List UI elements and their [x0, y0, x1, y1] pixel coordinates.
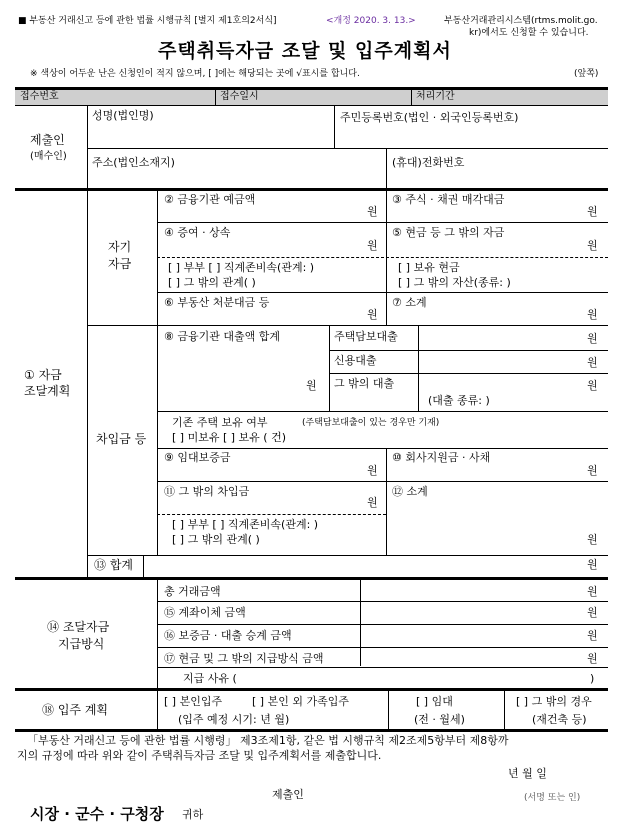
own-funds-label-2: 자금 — [108, 257, 132, 271]
house-ownership-label: 기존 주택 보유 여부 — [172, 416, 268, 429]
id-number-field[interactable]: 주민등록번호(법인 · 외국인등록번호) — [340, 111, 519, 124]
unit-won: 원 — [367, 239, 378, 252]
self-occupancy-checkbox[interactable]: [ ] 본인입주 — [164, 695, 223, 708]
total-label: ⑬ 합계 — [94, 558, 133, 572]
system-note: 부동산거래관리시스템(rtms.molit.go. — [444, 16, 598, 26]
cash-other-payment-field[interactable]: ⑰ 현금 및 그 밖의 지급방식 금액 — [164, 652, 324, 665]
sign-note: (서명 또는 인) — [524, 793, 581, 803]
receipt-number: 접수번호 — [20, 91, 59, 102]
date-line[interactable]: 년 월 일 — [508, 767, 547, 780]
funding-plan-label-2: 조달계획 — [24, 384, 71, 398]
stocks-field[interactable]: ③ 주식 · 채권 매각대금 — [392, 193, 505, 206]
submitter-sign-label: 제출인 — [272, 788, 304, 801]
payment-reason-close: ) — [590, 672, 595, 685]
gift-relation-checkbox[interactable]: [ ] 부부 [ ] 직계존비속(관계: ) — [168, 261, 315, 274]
legal-reference: ■ 부동산 거래신고 등에 관한 법률 시행규칙 [별지 제1호의2서식] — [18, 16, 277, 26]
unit-won: 원 — [587, 356, 598, 369]
unit-won: 원 — [587, 205, 598, 218]
loan-type-field[interactable]: (대출 종류: ) — [428, 394, 490, 407]
other-occupancy-checkbox[interactable]: [ ] 그 밖의 경우 — [516, 695, 592, 708]
house-ownership-checkbox[interactable]: [ ] 미보유 [ ] 보유 ( 건) — [172, 431, 286, 444]
unit-won: 원 — [306, 379, 317, 392]
unit-won: 원 — [587, 629, 598, 642]
revision-date: <개정 2020. 3. 13.> — [326, 16, 416, 26]
unit-won: 원 — [367, 496, 378, 509]
lease-deposit-field[interactable]: ⑨ 임대보증금 — [164, 451, 231, 464]
credit-loan-field[interactable]: 신용대출 — [334, 354, 377, 367]
declaration-text: 「부동산 거래신고 등에 관한 법률 시행령」 제3조제1항, 같은 법 시행규칙 제2조제5항부터 제8항까 — [27, 734, 509, 747]
lease-checkbox[interactable]: [ ] 임대 — [416, 695, 453, 708]
receipt-date: 접수일시 — [220, 91, 259, 102]
payment-method-label: ⑭ 조달자금 — [47, 620, 110, 634]
name-field[interactable]: 성명(법인명) — [92, 109, 154, 122]
funding-plan-label: ① 자금 — [24, 368, 62, 382]
other-loan-field[interactable]: 그 밖의 대출 — [334, 377, 395, 390]
own-subtotal-field[interactable]: ⑦ 소계 — [392, 296, 427, 309]
total-transaction-field[interactable]: 총 거래금액 — [164, 585, 221, 598]
gift-other-relation-checkbox[interactable]: [ ] 그 밖의 관계( ) — [168, 276, 256, 289]
recipient-suffix: 귀하 — [182, 808, 204, 821]
borrow-relation-checkbox[interactable]: [ ] 부부 [ ] 직계존비속(관계: ) — [172, 518, 319, 531]
company-support-field[interactable]: ⑩ 회사지원금 · 사채 — [392, 451, 491, 464]
other-borrowing-field[interactable]: ⑪ 그 밖의 차입금 — [164, 485, 250, 498]
occupancy-plan-label: ⑱ 입주 계획 — [42, 703, 108, 717]
unit-won: 원 — [367, 308, 378, 321]
borrow-other-relation-checkbox[interactable]: [ ] 그 밖의 관계( ) — [172, 533, 260, 546]
family-occupancy-checkbox[interactable]: [ ] 본인 외 가족입주 — [252, 695, 349, 708]
real-estate-field[interactable]: ⑥ 부동산 처분대금 등 — [164, 296, 270, 309]
address-field[interactable]: 주소(법인소재지) — [92, 156, 175, 169]
phone-field[interactable]: (휴대)전화번호 — [392, 156, 465, 169]
planned-move-in-field[interactable]: (입주 예정 시기: 년 월) — [178, 713, 290, 726]
unit-won: 원 — [587, 652, 598, 665]
payment-reason-field[interactable]: 지급 사유 ( — [183, 672, 237, 685]
cash-held-checkbox[interactable]: [ ] 보유 현금 — [398, 261, 460, 274]
lease-sub: (전 · 월세) — [414, 713, 465, 726]
unit-won: 원 — [587, 533, 598, 546]
other-occupancy-sub: (재건축 등) — [532, 713, 587, 726]
page-side: (앞쪽) — [574, 69, 599, 79]
mortgage-field[interactable]: 주택담보대출 — [334, 330, 398, 343]
submitter-sub: (매수인) — [30, 151, 67, 162]
unit-won: 원 — [367, 205, 378, 218]
unit-won: 원 — [587, 379, 598, 392]
deposit-field[interactable]: ② 금융기관 예금액 — [164, 193, 256, 206]
receipt-row-shade — [15, 89, 608, 105]
loan-total-field[interactable]: ⑧ 금융기관 대출액 합계 — [164, 330, 280, 343]
deposit-loan-succession-field[interactable]: ⑯ 보증금 · 대출 승계 금액 — [164, 629, 292, 642]
processing-period: 처리기간 — [416, 91, 455, 102]
recipient: 시장 · 군수 · 구청장 — [30, 805, 164, 823]
payment-method-label-2: 지급방식 — [58, 637, 105, 651]
cash-field[interactable]: ⑤ 현금 등 그 밖의 자금 — [392, 226, 505, 239]
unit-won: 원 — [587, 464, 598, 477]
gift-field[interactable]: ④ 증여 · 상속 — [164, 226, 231, 239]
house-ownership-note: (주택담보대출이 있는 경우만 기재) — [302, 418, 440, 428]
system-note-2: kr)에서도 신청할 수 있습니다. — [469, 28, 589, 38]
transfer-field[interactable]: ⑮ 계좌이체 금액 — [164, 606, 246, 619]
borrow-subtotal-field[interactable]: ⑫ 소계 — [392, 485, 428, 498]
own-funds-label: 자기 — [108, 240, 132, 254]
unit-won: 원 — [367, 464, 378, 477]
unit-won: 원 — [587, 239, 598, 252]
declaration-text-2: 지의 규정에 따라 위와 같이 주택취득자금 조달 및 입주계획서를 제출합니다. — [17, 749, 382, 762]
form-notice: ※ 색상이 어두운 난은 신청인이 적지 않으며, [ ]에는 해당되는 곳에 √표시를 합니다. — [30, 69, 360, 79]
unit-won: 원 — [587, 332, 598, 345]
unit-won: 원 — [587, 308, 598, 321]
unit-won: 원 — [587, 585, 598, 598]
form-title: 주택취득자금 조달 및 입주계획서 — [158, 40, 452, 62]
other-assets-checkbox[interactable]: [ ] 그 밖의 자산(종류: ) — [398, 276, 511, 289]
submitter-label: 제출인 — [30, 133, 65, 147]
borrowed-funds-label: 차입금 등 — [96, 432, 147, 446]
unit-won: 원 — [587, 606, 598, 619]
unit-won: 원 — [587, 558, 598, 571]
